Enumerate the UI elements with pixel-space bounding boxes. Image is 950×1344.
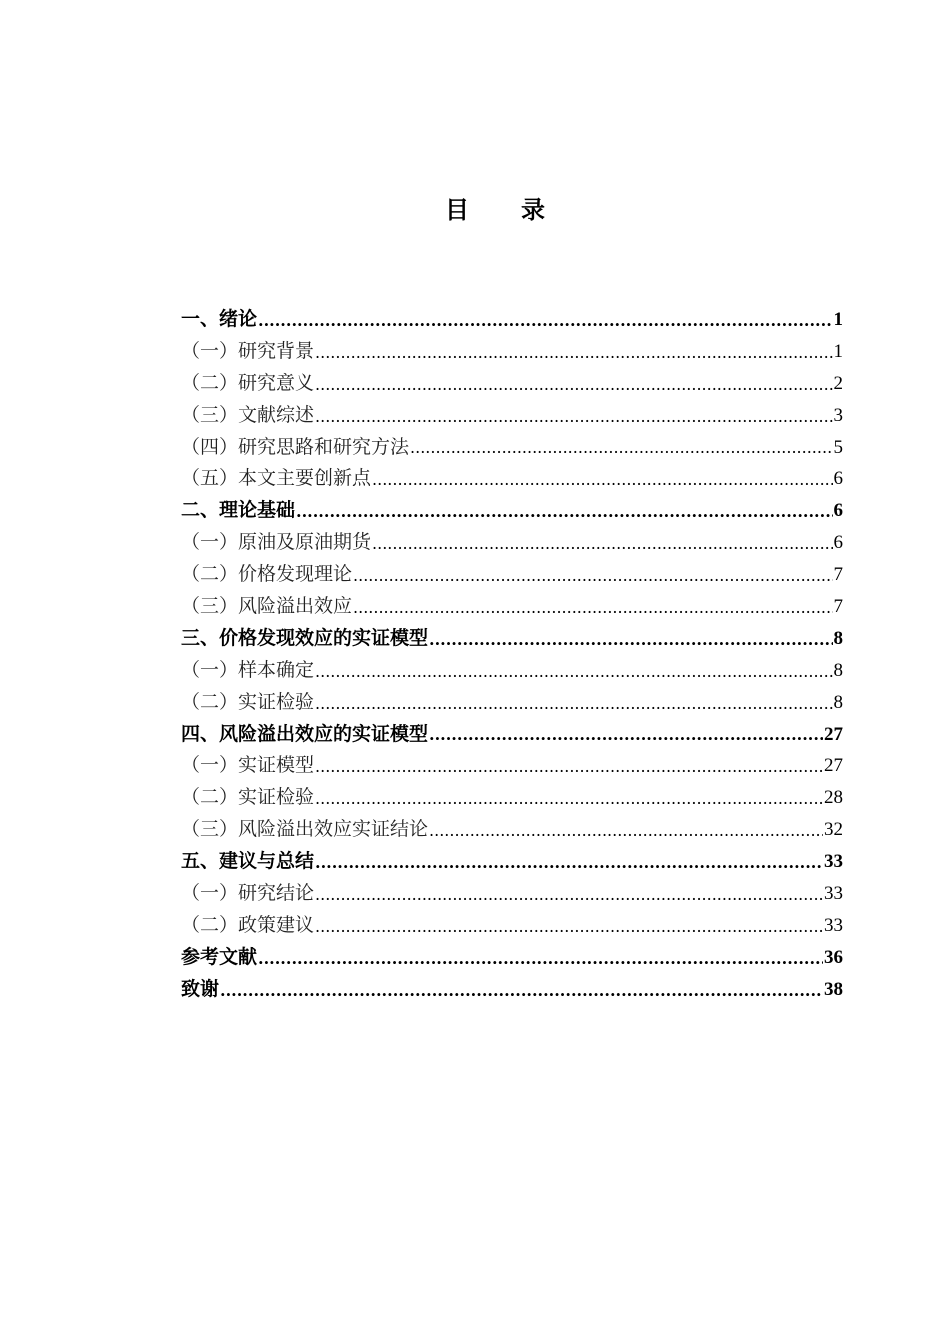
toc-chapter-entry[interactable] [181, 623, 843, 655]
toc-section-entry[interactable] [181, 559, 843, 591]
toc-entry-title: （二）研究意义 [181, 371, 315, 394]
toc-entry-title: （一）样本确定 [181, 658, 315, 681]
toc-entry-title: （二）价格发现理论 [181, 563, 353, 586]
toc-page-number: 27 [824, 755, 843, 777]
toc-section-entry[interactable] [181, 687, 843, 719]
toc-entry-title: 二、理论基础 [181, 499, 296, 522]
toc-page-number: 27 [824, 723, 843, 745]
toc-dot-leader [372, 472, 832, 495]
toc-dot-leader [429, 632, 832, 655]
toc-chapter-entry[interactable] [181, 846, 843, 878]
toc-page-number: 8 [833, 659, 843, 681]
toc-entry-title: （三）文献综述 [181, 403, 315, 426]
toc-page-number: 7 [833, 564, 843, 586]
toc-section-entry[interactable] [181, 814, 843, 846]
toc-section-entry[interactable] [181, 878, 843, 910]
toc-page-number: 33 [824, 914, 843, 936]
toc-page-number: 1 [833, 340, 843, 362]
toc-section-entry[interactable] [181, 655, 843, 687]
toc-dot-leader [410, 440, 832, 463]
toc-dot-leader [258, 951, 823, 974]
toc-dot-leader [315, 377, 832, 400]
toc-entry-title: 三、价格发现效应的实证模型 [181, 626, 429, 649]
toc-page-number: 38 [824, 978, 843, 1000]
toc-title [0, 190, 950, 225]
toc-entry-title: 参考文献 [181, 945, 258, 968]
toc-entry-title: 四、风险溢出效应的实证模型 [181, 722, 429, 745]
toc-page-number: 36 [824, 946, 843, 968]
toc-chapter-entry[interactable] [181, 495, 843, 527]
toc-dot-leader [315, 919, 823, 942]
toc-dot-leader [296, 504, 832, 527]
toc-entry-title: （二）实证检验 [181, 690, 315, 713]
toc-entry-title: （三）风险溢出效应 [181, 595, 353, 618]
toc-section-entry[interactable] [181, 591, 843, 623]
toc-dot-leader [429, 823, 823, 846]
toc-section-entry[interactable] [181, 336, 843, 368]
toc-section-entry[interactable] [181, 750, 843, 782]
toc-title-char-2: 录 [521, 196, 545, 224]
toc-entry-title: （一）研究背景 [181, 339, 315, 362]
toc-entry-title: （三）风险溢出效应实证结论 [181, 818, 429, 841]
toc-page-number: 8 [833, 691, 843, 713]
toc-dot-leader [315, 791, 823, 814]
toc-page-number: 33 [824, 851, 843, 873]
toc-section-entry[interactable] [181, 782, 843, 814]
toc-entry-title: 一、绪论 [181, 308, 258, 330]
toc-section-entry[interactable] [181, 527, 843, 559]
toc-page-number: 2 [833, 372, 843, 394]
toc-chapter-entry[interactable] [181, 942, 843, 974]
toc-list [181, 304, 843, 1006]
toc-dot-leader [315, 409, 832, 432]
toc-dot-leader [315, 759, 823, 782]
toc-dot-leader [353, 600, 832, 623]
toc-entry-title: （二）政策建议 [181, 913, 315, 936]
toc-entry-title: （二）实证检验 [181, 786, 315, 809]
toc-dot-leader [258, 313, 832, 336]
toc-dot-leader [315, 855, 823, 878]
toc-dot-leader [315, 887, 823, 910]
toc-page-number: 32 [824, 819, 843, 841]
toc-dot-leader [353, 568, 832, 591]
toc-entry-title: （四）研究思路和研究方法 [181, 435, 410, 458]
toc-dot-leader [315, 345, 832, 368]
toc-page-number: 6 [833, 532, 843, 554]
toc-page-number: 7 [833, 596, 843, 618]
toc-dot-leader [429, 727, 823, 750]
toc-page-number: 28 [824, 787, 843, 809]
toc-chapter-entry[interactable] [181, 304, 843, 336]
toc-dot-leader [220, 983, 823, 1006]
toc-chapter-entry[interactable] [181, 974, 843, 1006]
toc-page-number: 1 [833, 309, 843, 330]
toc-chapter-entry[interactable] [181, 719, 843, 751]
toc-section-entry[interactable] [181, 368, 843, 400]
toc-section-entry[interactable] [181, 910, 843, 942]
toc-dot-leader [372, 536, 832, 559]
toc-page-number: 6 [833, 468, 843, 490]
toc-entry-title: （一）实证模型 [181, 754, 315, 777]
toc-page-number: 6 [833, 500, 843, 522]
toc-entry-title: （五）本文主要创新点 [181, 467, 372, 490]
toc-dot-leader [315, 696, 832, 719]
toc-entry-title: （一）研究结论 [181, 882, 315, 905]
toc-section-entry[interactable] [181, 463, 843, 495]
toc-page-number: 8 [833, 627, 843, 649]
toc-page-number: 33 [824, 883, 843, 905]
toc-dot-leader [315, 664, 832, 687]
toc-entry-title: （一）原油及原油期货 [181, 531, 372, 554]
toc-entry-title: 五、建议与总结 [181, 850, 315, 873]
toc-page-number: 5 [833, 436, 843, 458]
toc-entry-title: 致谢 [181, 977, 220, 1000]
toc-page-number: 3 [833, 404, 843, 426]
toc-section-entry[interactable] [181, 400, 843, 432]
toc-section-entry[interactable] [181, 432, 843, 464]
toc-title-char-1: 目 [445, 196, 469, 224]
